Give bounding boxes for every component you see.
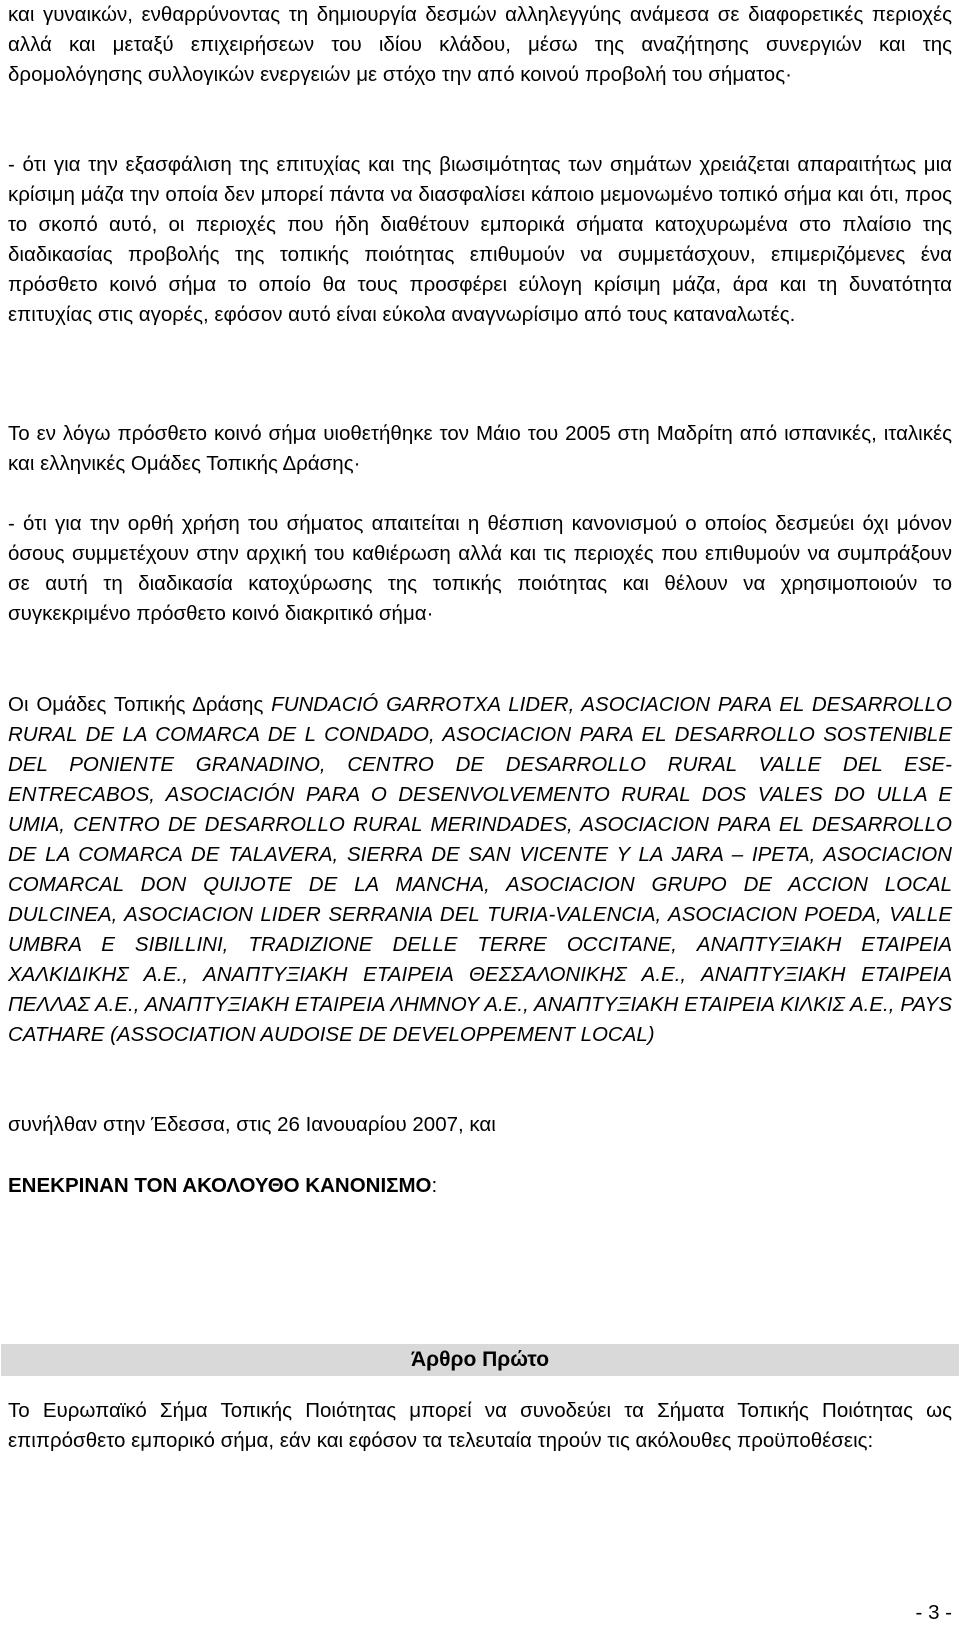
paragraph-approval bbox=[8, 1171, 952, 1201]
paragraph-action-groups bbox=[8, 690, 952, 1050]
action-groups-list: FUNDACIÓ GARROTXA LIDER, ASOCIACION PARA EL DESARROLLO RURAL DE LA COMARCA DE L CONDADO, ASOCIACION PARA EL DESARROLLO SOSTENIBLE DEL PONIENTE GRANADINO, CENTRO DE DESARROLLO RURAL VALLE DEL ESE-ENTRECABOS, ASOCIACIÓN PARA O DESENVOLVEMENTO RURAL DOS VALES DO ULLA E UMIA, CENTRO DE DESARROLLO RURAL MERINDADES, ASOCIACION PARA EL DESARROLLO DE LA COMARCA DE TALAVERA, SIERRA DE SAN VICENTE Y LA JARA – IPETA, ASOCIACION COMARCAL DON QUIJOTE DE LA MANCHA, ASOCIACION GRUPO DE ACCION LOCAL DULCINEA, ASOCIACION LIDER SERRANIA DEL TURIA-VALENCIA, ASOCIACION POEDA, VALLE UMBRA E SIBILLINI, TRADIZIONE DELLE TERRE OCCITANE, ΑΝΑΠΤΥΞΙΑΚΗ ΕΤΑΙΡΕΙΑ ΧΑΛΚΙΔΙΚΗΣ Α.Ε., ΑΝΑΠΤΥΞΙΑΚΗ ΕΤΑΙΡΕΙΑ ΘΕΣΣΑΛΟΝΙΚΗΣ Α.Ε., ΑΝΑΠΤΥΞΙΑΚΗ ΕΤΑΙΡΕΙΑ ΠΕΛΛΑΣ Α.Ε., ΑΝΑΠΤΥΞΙΑΚΗ ΕΤΑΙΡΕΙΑ ΛΗΜΝΟΥ Α.Ε., ΑΝΑΠΤΥΞΙΑΚΗ ΕΤΑΙΡΕΙΑ ΚΙΛΚΙΣ Α.Ε., PAYS CATHARE (ASSOCIATION AUDOISE DE DEVELOPPEMENT LOCAL) bbox=[8, 693, 952, 1046]
paragraph-article-one: Το Ευρωπαϊκό Σήμα Τοπικής Ποιότητας μπορεί να συνοδεύει τα Σήματα Τοπικής Ποιότητας ως επιπρόσθετο εμπορικό σήμα, εάν και εφόσον τα τελευταία τηρούν τις ακόλουθες προϋποθέσεις: bbox=[8, 1399, 952, 1452]
paragraph-madrid-adoption: Το εν λόγω πρόσθετο κοινό σήμα υιοθετήθηκε τον Μάιο του 2005 στη Μαδρίτη από ισπανικές, ιταλικές και ελληνικές Ομάδες Τοπικής Δράσης· bbox=[8, 422, 952, 475]
paragraph-edessa-meeting: συνήλθαν στην Έδεσσα, στις 26 Ιανουαρίου 2007, και bbox=[8, 1113, 496, 1136]
paragraph-critical-mass: - ότι για την εξασφάλιση της επιτυχίας και της βιωσιμότητας των σημάτων χρειάζεται απαραιτήτως μια κρίσιμη μάζα την οποία δεν μπορεί πάντα να διασφαλίσει κάποιο μεμονωμένο τοπικό σήμα και ότι, προς το σκοπό αυτό, οι περιοχές που ήδη διαθέτουν εμπορικά σήματα κατοχυρωμένα στο πλαίσιο της διαδικασίας προβολής της τοπικής ποιότητας επιθυμούν να συμμετάσχουν, επιμεριζόμενες ένα πρόσθετο κοινό σήμα το οποίο θα τους προσφέρει εύλογη κρίσιμη μάζα, άρα και τη δυνατότητα επιτυχίας στις αγορές, εφόσον αυτό είναι εύκολα αναγνωρίσιμο από τους καταναλωτές. bbox=[8, 153, 952, 326]
approval-heading: ΕΝΕΚΡΙΝΑΝ ΤΟΝ ΑΚΟΛΟΥΘΟ ΚΑΝΟΝΙΣΜΟ bbox=[8, 1174, 432, 1197]
paragraph-solidarity: και γυναικών, ενθαρρύνοντας τη δημιουργία δεσμών αλληλεγγύης ανάμεσα σε διαφορετικές περιοχές αλλά και μεταξύ επιχειρήσεων του ιδίου κλάδου, μέσω της αναζήτησης συνεργιών και της δρομολόγησης συλλογικών ενεργειών με στόχο την από κοινού προβολή του σήματος· bbox=[8, 3, 952, 86]
approval-colon: : bbox=[431, 1174, 438, 1197]
paragraph-regulation-need: - ότι για την ορθή χρήση του σήματος απαιτείται η θέσπιση κανονισμού ο οποίος δεσμεύει όχι μόνον όσους συμμετέχουν στην αρχική του καθιέρωση αλλά και τις περιοχές που επιθυμούν να συμπράξουν σε αυτή τη διαδικασία κατοχύρωσης της τοπικής ποιότητας και θέλουν να χρησιμοποιούν το συγκεκριμένο πρόσθετο κοινό διακριτικό σήμα· bbox=[8, 512, 952, 625]
page-number: - 3 - bbox=[915, 1601, 952, 1624]
article-heading: Άρθρο Πρώτο bbox=[410, 1348, 550, 1371]
action-groups-prefix: Οι Ομάδες Τοπικής Δράσης bbox=[8, 693, 272, 716]
